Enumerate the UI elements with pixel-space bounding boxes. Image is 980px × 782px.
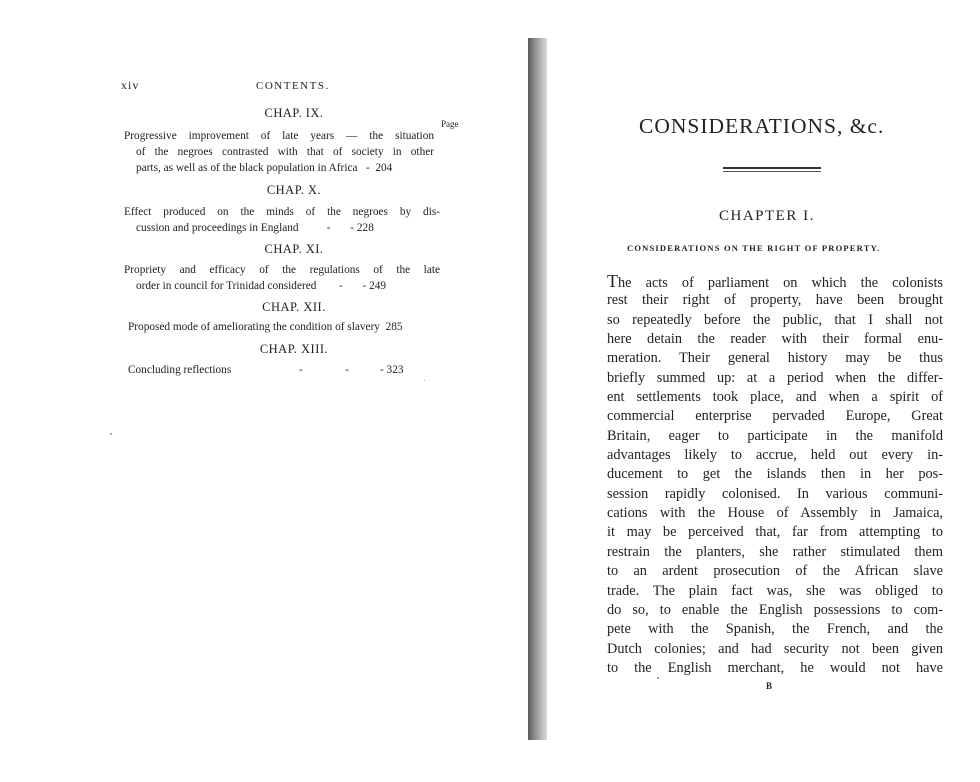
chapter-heading: CHAP. XII. <box>262 300 326 314</box>
text-line: do so, to enable the English possessions to com- <box>607 601 943 618</box>
book-gutter <box>528 38 547 740</box>
entry-line: parts, as well as of the black population in Africa - 204 <box>136 162 393 174</box>
text-line: pete with the Spanish, the French, and the <box>607 621 943 638</box>
entry-line: order in council for Trinidad considered - - 249 <box>136 280 387 292</box>
paper-speck <box>424 380 425 381</box>
chapter-page <box>547 0 980 782</box>
text-line: Britain, eager to participate in the manifold <box>607 427 943 444</box>
text-line: trade. The plain fact was, she was obliged to <box>607 582 943 599</box>
title-rule <box>723 167 821 169</box>
text-line: to an ardent prosecution of the African slave <box>607 563 943 580</box>
text-line: advantages likely to accrue, held out every in- <box>607 447 943 464</box>
page-ref: 323 <box>386 364 404 376</box>
title-rule <box>723 171 821 172</box>
entry-line: cussion and proceedings in England - - 228 <box>136 222 374 234</box>
text-line: ducement to get the islands then in her pos- <box>607 466 943 483</box>
text-line: restrain the planters, she rather stimulated them <box>607 543 943 560</box>
page-ref: 285 <box>385 321 403 333</box>
chapter-title: CHAPTER I. <box>719 208 815 224</box>
page-ref: 204 <box>375 162 393 174</box>
body-text <box>607 272 943 678</box>
chapter-subtitle: CONSIDERATIONS ON THE RIGHT OF PROPERTY. <box>627 243 881 253</box>
contents-entry <box>124 262 469 294</box>
contents-entry <box>128 362 473 378</box>
text-line: session rapidly colonised. In various communi- <box>607 485 943 502</box>
paper-speck <box>110 433 112 435</box>
chapter-heading: CHAP. XI. <box>264 242 324 256</box>
chapter-heading: CHAP. X. <box>266 183 322 197</box>
page-ref: 228 <box>356 222 374 234</box>
entry-line: Effect produced on the minds of the negroes by dis- <box>124 206 440 218</box>
text-line: cations with the House of Assembly in Jamaica, <box>607 505 943 522</box>
paper-speck <box>657 677 659 679</box>
text-line: it may be perceived that, far from attempting to <box>607 524 943 541</box>
text-line: Dutch colonies; and had security not been given <box>607 640 943 657</box>
entry-line: Progressive improvement of late years — the situation <box>124 130 434 142</box>
text-line: The acts of parliament on which the colonists <box>607 271 943 291</box>
running-head: CONTENTS. <box>256 80 330 92</box>
chapter-heading: CHAP. XIII. <box>259 342 329 356</box>
signature-mark: B <box>766 681 773 691</box>
text-line: so repeatedly before the public, that I shall not <box>607 311 943 328</box>
text-line: rest their right of property, have been brought <box>607 292 943 309</box>
text-line: to the English merchant, he would not have <box>607 659 943 676</box>
entry-line: Propriety and efficacy of the regulations of the late <box>124 264 440 276</box>
contents-entry <box>128 319 473 335</box>
text-line: briefly summed up: at a period when the differ- <box>607 369 943 386</box>
contents-entry <box>124 128 469 176</box>
book-title: CONSIDERATIONS, &c. <box>639 114 885 138</box>
text-line: here detain the reader with their formal enu- <box>607 331 943 348</box>
text-line: ent settlements took place, and when a spirit of <box>607 389 943 406</box>
page-ref: 249 <box>369 280 387 292</box>
text-line: commercial enterprise pervaded Europe, Great <box>607 408 943 425</box>
page-number: xiv <box>121 78 140 92</box>
entry-line: of the negroes contrasted with that of society in other <box>136 146 434 158</box>
text-line: meration. Their general history may be thus <box>607 350 943 367</box>
page-column-label: Page <box>441 119 459 129</box>
entry-line: Proposed mode of ameliorating the condition of slavery 285 <box>128 321 403 333</box>
contents-entry <box>124 204 469 236</box>
entry-line: Concluding reflections - - - 323 <box>128 364 404 376</box>
chapter-heading: CHAP. IX. <box>264 106 324 120</box>
